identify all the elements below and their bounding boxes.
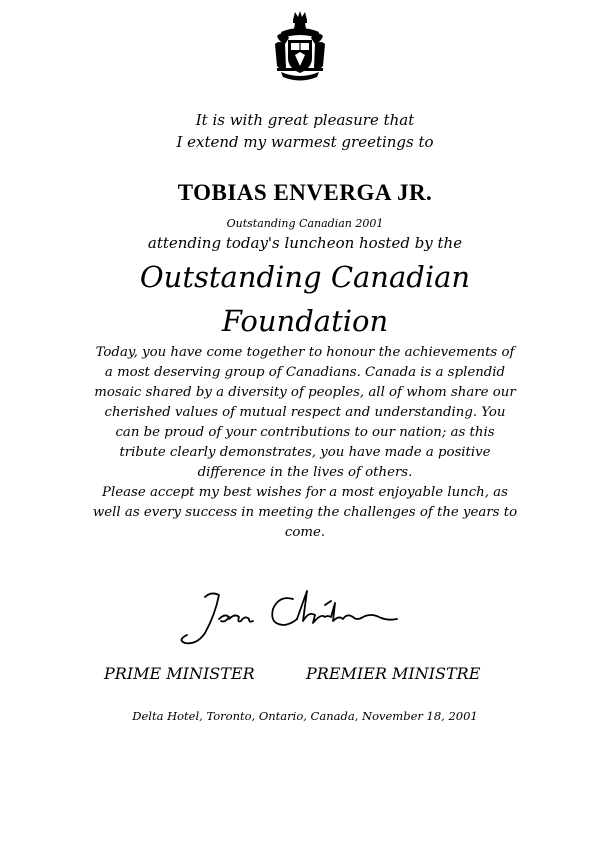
- signature: [175, 585, 410, 650]
- title-french: PREMIER MINISTRE: [306, 664, 481, 683]
- greeting: [0, 109, 610, 153]
- greeting-line-1: It is with great pleasure that: [195, 111, 415, 129]
- message-line: can be proud of your contributions to our nation; as this: [115, 425, 495, 440]
- message-line: come.: [284, 525, 326, 540]
- message-line: difference in the lives of others.: [197, 465, 413, 480]
- recipient-award: Outstanding Canadian 2001: [226, 217, 384, 230]
- message-body: [40, 343, 570, 543]
- message-line: cherished values of mutual respect and understanding. You: [104, 405, 506, 420]
- message-line: mosaic shared by a diversity of peoples, all of whom share our: [94, 385, 516, 400]
- greeting-line-2: I extend my warmest greetings to: [176, 133, 434, 151]
- canada-coat-of-arms-icon: [271, 10, 329, 86]
- foundation-line-2: Foundation: [221, 304, 389, 338]
- attending-line: attending today's luncheon hosted by the: [147, 234, 463, 252]
- titles-row: [0, 664, 610, 688]
- message-line: well as every success in meeting the challenges of the years to: [92, 505, 518, 520]
- title-english: PRIME MINISTER: [104, 664, 255, 683]
- place-date: Delta Hotel, Toronto, Ontario, Canada, November 18, 2001: [132, 709, 478, 723]
- message-line: tribute clearly demonstrates, you have made a positive: [119, 445, 491, 460]
- foundation-line-1: Outstanding Canadian: [139, 260, 471, 294]
- message-line: a most deserving group of Canadians. Canada is a splendid: [104, 365, 506, 380]
- message-line: Please accept my best wishes for a most enjoyable lunch, as: [102, 485, 508, 500]
- recipient-name: TOBIAS ENVERGA JR.: [177, 180, 433, 205]
- message-line: Today, you have come together to honour the achievements of: [95, 345, 515, 360]
- foundation-name: [0, 255, 610, 343]
